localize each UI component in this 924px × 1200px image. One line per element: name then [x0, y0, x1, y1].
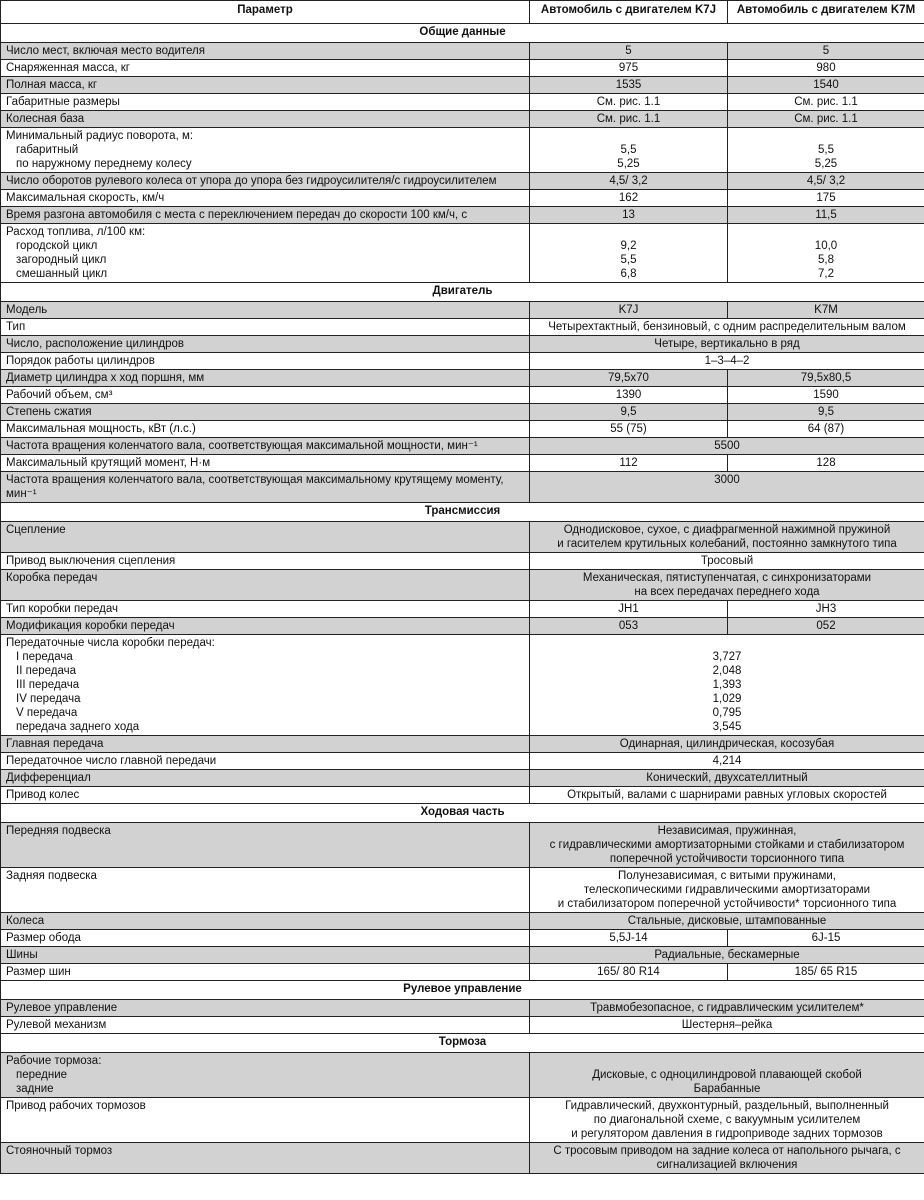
table-row [1, 404, 924, 421]
param-label: Рулевой механизм [1, 1017, 530, 1034]
k7m-sub-value: 7,2 [818, 268, 834, 280]
param-label: Колесная база [1, 111, 530, 128]
table-row [1, 736, 924, 753]
param-title: Расход топлива, л/100 км: [6, 226, 146, 238]
k7m-value: 64 (87) [728, 421, 924, 438]
param-label: Максимальная скорость, км/ч [1, 190, 530, 207]
section-title: Тормоза [1, 1034, 924, 1053]
param-label: Размер обода [1, 930, 530, 947]
section-header-general [1, 24, 924, 43]
shared-value [530, 868, 924, 913]
param-label: Передняя подвеска [1, 823, 530, 868]
k7m-value: 4,5/ 3,2 [728, 173, 924, 190]
header-k7m: Автомобиль с двигателем K7M [728, 1, 924, 24]
k7m-sub-value: 10,0 [814, 240, 838, 252]
k7j-value [530, 224, 728, 283]
param-label: Привод выключения сцепления [1, 553, 530, 570]
table-row [1, 570, 924, 601]
param-label: Полная масса, кг [1, 77, 530, 94]
table-row [1, 1017, 924, 1034]
k7j-value: 1535 [530, 77, 728, 94]
param-label: Колеса [1, 913, 530, 930]
param-title: Минимальный радиус поворота, м: [6, 130, 194, 142]
value-line: Полунезависимая, с витыми пружинами, [618, 870, 836, 882]
ratio-value: 3,545 [712, 721, 742, 733]
param-label: Тип [1, 319, 530, 336]
param-label: Передаточное число главной передачи [1, 753, 530, 770]
table-row [1, 336, 924, 353]
param-label: Модель [1, 302, 530, 319]
param-sub: по наружному переднему колесу [16, 158, 192, 170]
section-header-brakes [1, 1034, 924, 1053]
table-row [1, 964, 924, 981]
value-line: с гидравлическими амортизаторными стойками и стабилизатором [549, 839, 905, 851]
k7j-sub-value: 9,2 [620, 240, 637, 252]
k7m-sub-value: 5,5 [818, 144, 834, 156]
shared-value: Конический, двухсателлитный [530, 770, 924, 787]
shared-value: 1–3–4–2 [530, 353, 924, 370]
param-label: Частота вращения коленчатого вала, соответствующая максимальному крутящему моменту, мин⁻¹ [1, 472, 530, 503]
value-line: Независимая, пружинная, [657, 825, 797, 837]
param-sub: IV передача [16, 693, 81, 705]
shared-value [530, 1053, 924, 1098]
table-header-row [1, 1, 924, 24]
k7j-value: 4,5/ 3,2 [530, 173, 728, 190]
table-row [1, 128, 924, 173]
table-row [1, 823, 924, 868]
k7m-value: JH3 [728, 601, 924, 618]
shared-value [530, 522, 924, 553]
shared-value [530, 635, 924, 736]
section-title: Ходовая часть [1, 804, 924, 823]
k7j-value: 053 [530, 618, 728, 635]
param-label: Шины [1, 947, 530, 964]
table-row [1, 553, 924, 570]
value-line: Дисковые, с одноцилиндровой плавающей скобой [592, 1069, 862, 1081]
table-row [1, 868, 924, 913]
k7m-value: 052 [728, 618, 924, 635]
k7m-value: 11,5 [728, 207, 924, 224]
k7m-value: 9,5 [728, 404, 924, 421]
param-sub: габаритный [16, 144, 79, 156]
param-sub: III передача [16, 679, 80, 691]
k7j-sub-value: 6,8 [620, 268, 637, 280]
param-label: Сцепление [1, 522, 530, 553]
table-row [1, 111, 924, 128]
table-row [1, 1053, 924, 1098]
param-title: Передаточные числа коробки передач: [6, 637, 215, 649]
table-row [1, 947, 924, 964]
value-line: С тросовым приводом на задние колеса от напольного рычага, с [553, 1145, 901, 1157]
shared-value [530, 1143, 924, 1174]
k7j-value: K7J [530, 302, 728, 319]
param-label: Степень сжатия [1, 404, 530, 421]
value-line: на всех передачах переднего хода [634, 586, 820, 598]
shared-value [530, 570, 924, 601]
table-row [1, 94, 924, 111]
value-line: и стабилизатором поперечной устойчивости* торсионного типа [557, 898, 897, 910]
k7j-value: 165/ 80 R14 [530, 964, 728, 981]
k7j-value: 5,5J-14 [530, 930, 728, 947]
shared-value: Одинарная, цилиндрическая, косозубая [530, 736, 924, 753]
table-row [1, 190, 924, 207]
k7j-value: 9,5 [530, 404, 728, 421]
param-sub: I передача [16, 651, 73, 663]
param-label: Привод рабочих тормозов [1, 1098, 530, 1143]
ratio-value: 3,727 [712, 651, 742, 663]
shared-value [530, 823, 924, 868]
value-line: Однодисковое, сухое, с диафрагменной нажимной пружиной [563, 524, 891, 536]
table-row [1, 753, 924, 770]
k7j-sub-value: 5,25 [617, 158, 640, 170]
value-line: по диагональной схеме, с вакуумным усилителем [593, 1114, 861, 1126]
k7m-sub-value: 5,25 [814, 158, 838, 170]
table-row [1, 353, 924, 370]
k7j-value: 13 [530, 207, 728, 224]
param-label [1, 1053, 530, 1098]
table-row [1, 1098, 924, 1143]
section-header-transmission [1, 503, 924, 522]
k7m-value: 185/ 65 R15 [728, 964, 924, 981]
section-header-chassis [1, 804, 924, 823]
ratio-value: 2,048 [712, 665, 742, 677]
shared-value: Четырехтактный, бензиновый, с одним распределительным валом [530, 319, 924, 336]
k7j-value [530, 128, 728, 173]
table-row [1, 1000, 924, 1017]
table-row [1, 207, 924, 224]
table-row [1, 472, 924, 503]
ratio-value: 0,795 [712, 707, 742, 719]
param-label: Число, расположение цилиндров [1, 336, 530, 353]
k7m-value [728, 224, 924, 283]
param-sub: передача заднего хода [16, 721, 140, 733]
shared-value: Шестерня–рейка [530, 1017, 924, 1034]
k7j-value: 975 [530, 60, 728, 77]
k7m-value: 1590 [728, 387, 924, 404]
param-label: Привод колес [1, 787, 530, 804]
param-sub: передние [16, 1069, 68, 1081]
shared-value: Тросовый [530, 553, 924, 570]
param-label: Главная передача [1, 736, 530, 753]
table-row [1, 913, 924, 930]
param-label: Коробка передач [1, 570, 530, 601]
header-k7j: Автомобиль с двигателем K7J [530, 1, 728, 24]
value-line: Барабанные [693, 1083, 761, 1095]
param-sub: II передача [16, 665, 76, 677]
param-label: Стояночный тормоз [1, 1143, 530, 1174]
k7m-value: 6J-15 [728, 930, 924, 947]
param-label: Максимальный крутящий момент, Н·м [1, 455, 530, 472]
k7m-value [728, 128, 924, 173]
section-title: Двигатель [1, 283, 924, 302]
table-row [1, 635, 924, 736]
param-label [1, 128, 530, 173]
table-row [1, 43, 924, 60]
param-sub: V передача [16, 707, 78, 719]
k7m-value: См. рис. 1.1 [728, 94, 924, 111]
k7j-sub-value: 5,5 [620, 144, 637, 156]
table-row [1, 787, 924, 804]
value-line: поперечной устойчивости торсионного типа [609, 853, 845, 865]
param-label: Тип коробки передач [1, 601, 530, 618]
k7m-value: 980 [728, 60, 924, 77]
value-line: телескопическими гидравлическими амортизаторами [583, 884, 871, 896]
value-line: Гидравлический, двухконтурный, раздельный, выполненный [565, 1100, 889, 1112]
section-title: Рулевое управление [1, 981, 924, 1000]
table-row [1, 173, 924, 190]
table-row [1, 770, 924, 787]
k7m-value: См. рис. 1.1 [728, 111, 924, 128]
k7j-value: 162 [530, 190, 728, 207]
param-label: Частота вращения коленчатого вала, соответствующая максимальной мощности, мин⁻¹ [1, 438, 530, 455]
section-header-steering [1, 981, 924, 1000]
header-param: Параметр [1, 1, 530, 24]
shared-value: 4,214 [530, 753, 924, 770]
section-title: Трансмиссия [1, 503, 924, 522]
param-sub: задние [16, 1083, 54, 1095]
k7m-value: K7M [728, 302, 924, 319]
param-sub: смешанный цикл [16, 268, 108, 280]
table-row [1, 319, 924, 336]
table-row [1, 77, 924, 94]
table-row [1, 601, 924, 618]
k7j-value: 112 [530, 455, 728, 472]
param-label: Время разгона автомобиля с места с переключением передач до скорости 100 км/ч, с [1, 207, 530, 224]
table-row [1, 370, 924, 387]
table-row [1, 224, 924, 283]
value-line: и регулятором давления в гидроприводе задних тормозов [571, 1128, 883, 1140]
param-label: Рабочий объем, см³ [1, 387, 530, 404]
value-line: Механическая, пятиступенчатая, с синхронизаторами [582, 572, 872, 584]
param-label: Снаряженная масса, кг [1, 60, 530, 77]
k7j-value: 79,5х70 [530, 370, 728, 387]
param-sub: городской цикл [16, 240, 98, 252]
ratio-value: 1,029 [712, 693, 742, 705]
section-title: Общие данные [1, 24, 924, 43]
k7j-value: JH1 [530, 601, 728, 618]
table-row [1, 302, 924, 319]
shared-value: Радиальные, бескамерные [530, 947, 924, 964]
k7m-value: 79,5х80,5 [728, 370, 924, 387]
param-label: Порядок работы цилиндров [1, 353, 530, 370]
param-label: Задняя подвеска [1, 868, 530, 913]
table-row [1, 421, 924, 438]
table-row [1, 438, 924, 455]
k7m-value: 5 [728, 43, 924, 60]
k7j-value: 5 [530, 43, 728, 60]
param-label: Рулевое управление [1, 1000, 530, 1017]
param-label: Размер шин [1, 964, 530, 981]
param-label: Габаритные размеры [1, 94, 530, 111]
k7j-sub-value: 5,5 [620, 254, 637, 266]
section-header-engine [1, 283, 924, 302]
k7j-value: 1390 [530, 387, 728, 404]
table-row [1, 455, 924, 472]
param-label: Дифференциал [1, 770, 530, 787]
param-sub: загородный цикл [16, 254, 107, 266]
value-line: и гасителем крутильных колебаний, постоянно замкнутого типа [557, 538, 897, 550]
table-row [1, 618, 924, 635]
shared-value: 3000 [530, 472, 924, 503]
param-label: Максимальная мощность, кВт (л.с.) [1, 421, 530, 438]
k7m-value: 1540 [728, 77, 924, 94]
table-row [1, 1143, 924, 1174]
k7j-value: См. рис. 1.1 [530, 111, 728, 128]
ratio-value: 1,393 [712, 679, 742, 691]
table-row [1, 522, 924, 553]
param-label: Число оборотов рулевого колеса от упора до упора без гидроусилителя/с гидроусилителем [1, 173, 530, 190]
k7m-value: 128 [728, 455, 924, 472]
param-label: Число мест, включая место водителя [1, 43, 530, 60]
shared-value: Травмобезопасное, с гидравлическим усилителем* [530, 1000, 924, 1017]
k7m-value: 175 [728, 190, 924, 207]
table-row [1, 930, 924, 947]
table-row [1, 387, 924, 404]
param-label: Модификация коробки передач [1, 618, 530, 635]
param-label [1, 635, 530, 736]
table-row [1, 60, 924, 77]
shared-value: Стальные, дисковые, штампованные [530, 913, 924, 930]
param-label [1, 224, 530, 283]
param-title: Рабочие тормоза: [6, 1055, 102, 1067]
param-label: Диаметр цилиндра х ход поршня, мм [1, 370, 530, 387]
shared-value: 5500 [530, 438, 924, 455]
value-line: сигнализацией включения [656, 1159, 798, 1171]
shared-value: Открытый, валами с шарнирами равных угловых скоростей [530, 787, 924, 804]
k7j-value: 55 (75) [530, 421, 728, 438]
shared-value [530, 1098, 924, 1143]
k7j-value: См. рис. 1.1 [530, 94, 728, 111]
k7m-sub-value: 5,8 [818, 254, 834, 266]
shared-value: Четыре, вертикально в ряд [530, 336, 924, 353]
